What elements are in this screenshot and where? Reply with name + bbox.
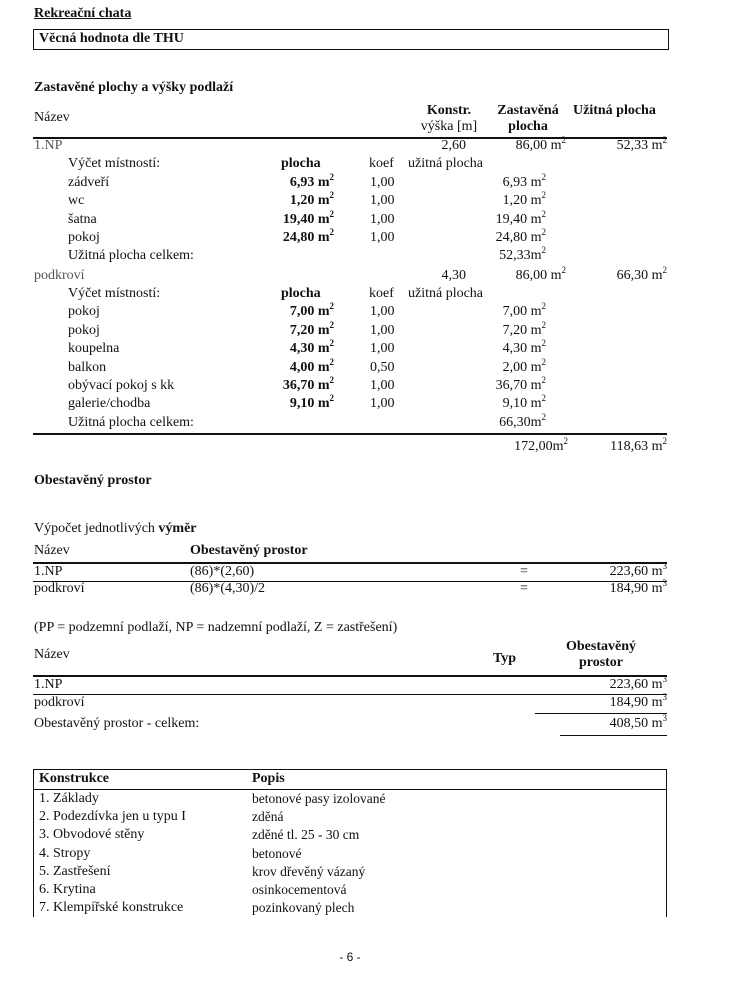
room-name: pokoj: [68, 322, 100, 338]
room-usable: 4,30 $m^2$: [502, 338, 546, 357]
construction-header-rule: [33, 789, 667, 790]
rooms-label: Výčet místností:: [68, 156, 161, 172]
construction-row-name: 6. Krytina: [39, 882, 96, 897]
legend-text: (PP = podzemní podlaží, NP = nadzemní podlaží, Z = zastřešení): [34, 620, 398, 635]
calc-row-formula: (86)*(4,30)/2: [190, 581, 266, 596]
calc-col-volume: Obestavěný prostor: [190, 543, 308, 558]
construction-row-name: 5. Zastřešení: [39, 863, 111, 879]
room-area: 1,20 $m^2$: [289, 190, 334, 209]
construction-row-desc: osinkocementová: [252, 882, 347, 897]
col-built-header: [492, 103, 564, 135]
room-name: pokoj: [68, 304, 100, 320]
construction-left-border: [33, 769, 34, 917]
sum-built: $172,00m^2$: [514, 436, 568, 454]
calc-row-eq: =: [520, 581, 528, 596]
summary-row-name: podkroví: [34, 695, 85, 710]
room-usable: 1,20 $m^2$: [502, 190, 546, 209]
room-coef: 1,00: [370, 211, 395, 227]
calc-row-name: podkroví: [34, 581, 85, 596]
room-name: balkon: [68, 359, 107, 375]
rooms-col-coef: koef: [369, 286, 394, 301]
rooms-col-area: plocha: [281, 286, 321, 301]
calc-row-value: 184,90 $m^3$: [609, 578, 667, 596]
room-area: 7,00 $m^2$: [289, 301, 334, 320]
summary-col-volume-2: prostor: [578, 655, 624, 670]
floor-height: 2,60: [441, 138, 466, 153]
rooms-col-usable: užitná plocha: [408, 286, 484, 301]
summary-col-name: Název: [34, 647, 70, 662]
summary-col-volume: [555, 639, 647, 671]
construction-row-desc: betonové pasy izolované: [252, 791, 386, 806]
volume-total: 408,50 $m^3$: [609, 713, 667, 731]
construction-row-name: 2. Podezdívka jen u typu I: [39, 809, 186, 825]
calc-col-name: Název: [34, 543, 70, 558]
page-number: - 6 -: [339, 950, 361, 964]
floor-height: 4,30: [441, 267, 466, 283]
room-coef: 1,00: [370, 378, 395, 393]
volume-total-underline: [560, 735, 667, 736]
calc-row-formula: (86)*(2,60): [190, 564, 255, 579]
room-area: 9,10 $m^2$: [289, 393, 334, 412]
col-name-header: Název: [34, 110, 70, 125]
rooms-col-usable: užitná plocha: [408, 156, 484, 172]
room-usable: 19,40 $m^2$: [495, 208, 546, 227]
rooms-col-coef: koef: [369, 156, 394, 172]
floor-built: 86,00 $m^2$: [515, 264, 566, 283]
rooms-col-area: plocha: [281, 156, 321, 172]
summary-row-rule: [33, 694, 667, 695]
construction-right-border: [666, 769, 667, 917]
construction-row-desc: pozinkovaný plech: [252, 900, 355, 916]
room-coef: 1,00: [370, 322, 395, 338]
room-name: zádveří: [68, 174, 110, 190]
calc-row-eq: =: [520, 564, 528, 579]
room-area: 6,93 $m^2$: [289, 171, 334, 190]
calc-row-name: 1.NP: [34, 564, 63, 579]
room-name: koupelna: [68, 341, 120, 357]
document-title: Rekreační chata: [34, 6, 132, 21]
volume-total-label: Obestavěný prostor - celkem:: [34, 716, 200, 731]
room-area: 19,40 $m^2$: [282, 208, 334, 227]
room-coef: 1,00: [370, 193, 395, 209]
room-coef: 1,00: [370, 396, 395, 412]
room-area: 4,00 $m^2$: [289, 356, 334, 375]
subtitle: Věcná hodnota dle THU: [39, 31, 184, 46]
floor-total-label: Užitná plocha celkem:: [68, 414, 194, 430]
room-usable: 7,00 $m^2$: [502, 301, 546, 320]
col-height-header-2: výška [m]: [420, 119, 478, 134]
room-coef: 1,00: [370, 174, 395, 190]
col-usable-header: Užitná plocha: [573, 103, 656, 118]
room-area: 24,80 $m^2$: [282, 227, 334, 245]
room-coef: 1,00: [370, 304, 395, 320]
summary-row-name: 1.NP: [34, 677, 63, 692]
construction-row-name: 7. Klempířské konstrukce: [39, 900, 184, 916]
room-usable: 24,80 $m^2$: [495, 227, 546, 245]
sum-usable: 118,63 $m^2$: [610, 436, 667, 454]
construction-row-desc: zděná: [252, 809, 284, 825]
room-name: pokoj: [68, 230, 100, 245]
construction-row-name: 3. Obvodové stěny: [39, 827, 145, 843]
room-usable: 6,93 $m^2$: [502, 171, 546, 190]
calc-row-value: 223,60 $m^3$: [609, 561, 667, 579]
room-usable: 7,20 $m^2$: [502, 319, 546, 338]
summary-col-volume-1: Obestavěný: [566, 639, 636, 654]
floor-name: 1.NP: [34, 138, 63, 153]
room-name: galerie/chodba: [68, 396, 151, 412]
col-built-header-2: plocha: [508, 119, 548, 134]
area-sum-rule: [33, 433, 667, 435]
room-usable: 9,10 $m^2$: [502, 393, 546, 412]
floor-built: 86,00 $m^2$: [515, 135, 566, 153]
room-name: šatna: [68, 211, 97, 227]
calc-title: Výpočet jednotlivých výměr: [34, 521, 197, 536]
construction-row-desc: betonové: [252, 845, 302, 861]
area-header-rule: [33, 137, 667, 139]
calc-row-rule: [33, 581, 667, 582]
room-usable: 36,70 $m^2$: [495, 375, 546, 393]
room-area: 4,30 $m^2$: [289, 338, 334, 357]
construction-row-name: 1. Základy: [39, 791, 99, 806]
construction-row-desc: zděné tl. 25 - 30 cm: [252, 827, 360, 843]
summary-total-rule: [535, 713, 667, 714]
construction-col-name: Konstrukce: [39, 771, 109, 786]
floor-total: $66,30m^2$: [499, 411, 546, 430]
construction-row-name: 4. Stropy: [39, 845, 91, 861]
room-name: obývací pokoj s kk: [68, 378, 175, 393]
floor-total: $52,33m^2$: [499, 245, 546, 264]
floor-usable: 66,30 $m^2$: [616, 264, 667, 283]
area-section-title: Zastavěné plochy a výšky podlaží: [34, 80, 234, 95]
construction-top-border: [33, 769, 667, 770]
room-coef: 1,00: [370, 341, 395, 357]
room-coef: 1,00: [370, 230, 395, 245]
summary-row-value: 184,90 $m^3$: [609, 692, 667, 710]
room-usable: 2,00 $m^2$: [502, 356, 546, 375]
room-area: 36,70 $m^2$: [282, 375, 334, 393]
col-height-header-1: Konstr.: [426, 103, 472, 118]
summary-col-type: Typ: [493, 651, 517, 666]
room-area: 7,20 $m^2$: [289, 319, 334, 338]
floor-name: podkroví: [34, 267, 85, 283]
construction-row-desc: krov dřevěný vázaný: [252, 863, 366, 879]
room-name: wc: [68, 193, 85, 209]
rooms-label: Výčet místností:: [68, 286, 161, 301]
volume-section-title: Obestavěný prostor: [34, 473, 152, 488]
construction-col-desc: Popis: [252, 771, 285, 786]
col-built-header-1: Zastavěná: [497, 103, 559, 118]
floor-usable: 52,33 $m^2$: [616, 135, 667, 153]
room-coef: 0,50: [370, 359, 395, 375]
floor-total-label: Užitná plocha celkem:: [68, 248, 194, 264]
col-height-header: [410, 103, 488, 135]
summary-row-value: 223,60 $m^3$: [609, 674, 667, 692]
